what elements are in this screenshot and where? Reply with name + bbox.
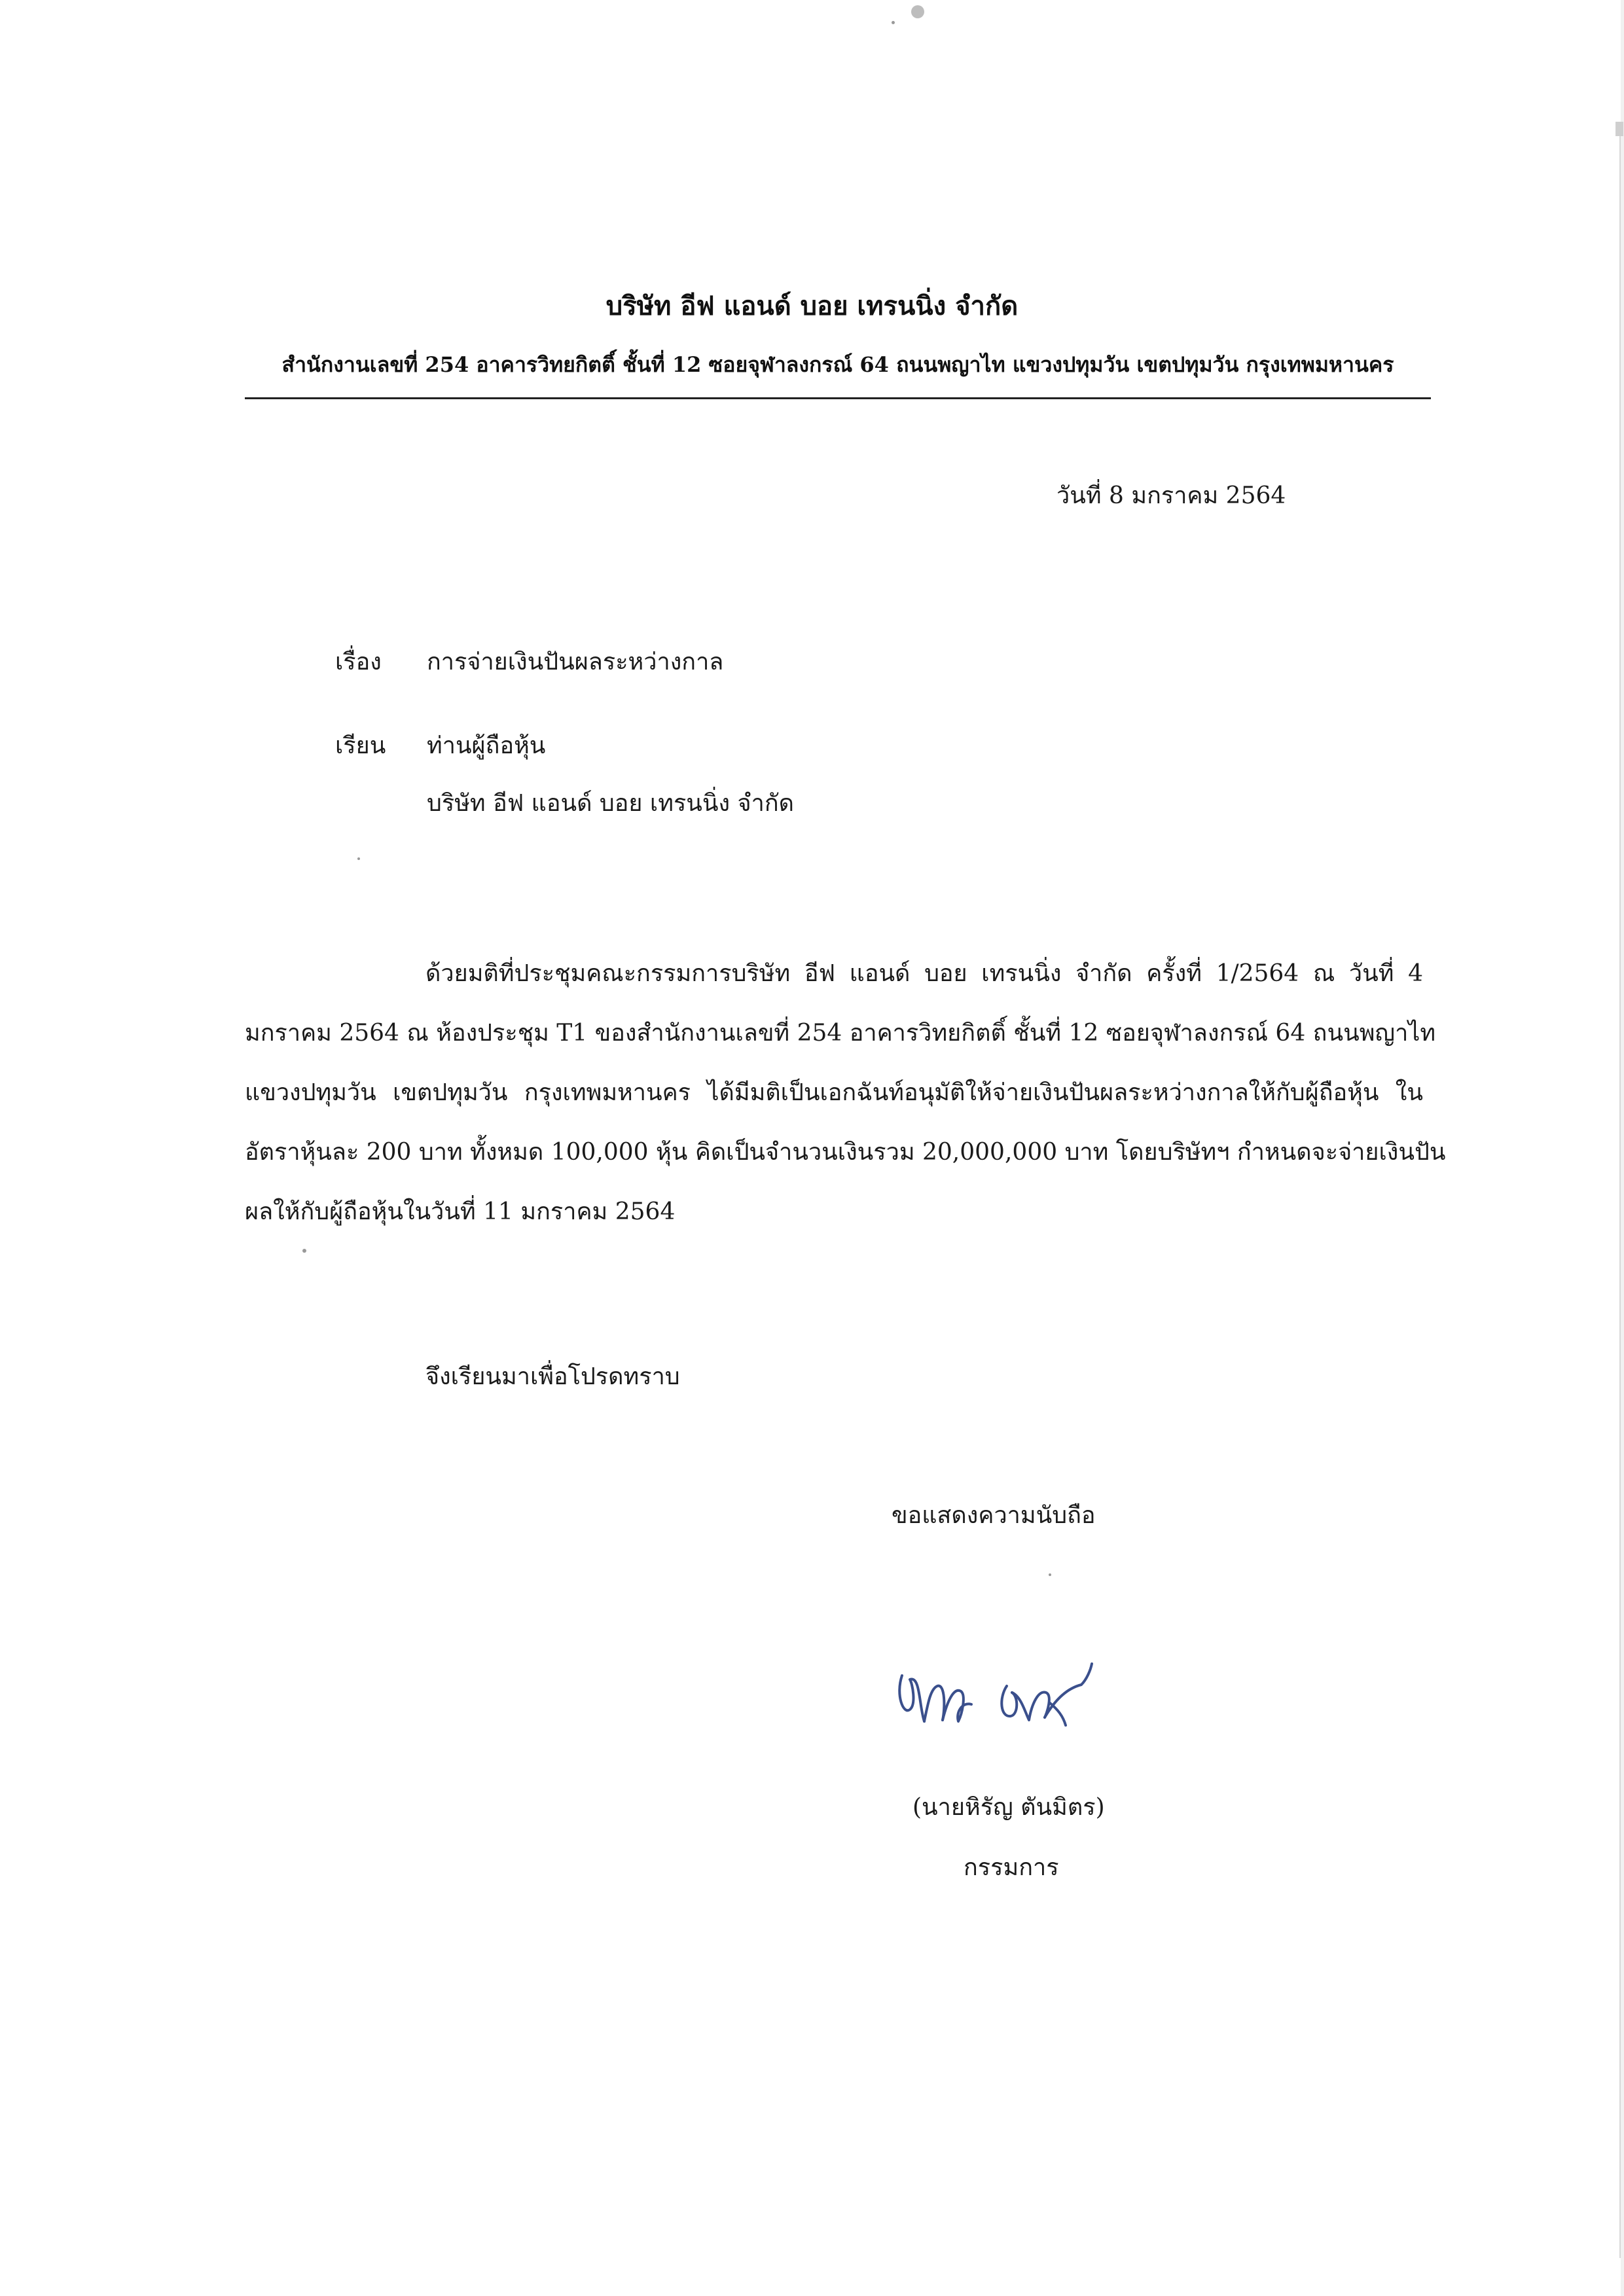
scan-speck xyxy=(911,5,924,18)
body-line-5: ผลให้กับผู้ถือหุ้นในวันที่ 11 มกราคม 2564 xyxy=(245,1198,676,1225)
scan-speck xyxy=(1049,1573,1051,1576)
company-name: บริษัท อีฟ แอนด์ บอย เทรนนิ่ง จำกัด xyxy=(605,291,1019,321)
body-line-2: มกราคม 2564 ณ ห้องประชุม T1 ของสำนักงานเลขที่ 254 อาคารวิทยกิตติ์ ชั้นที่ 12 ซอยจุฬาลงกรณ์ 64 ถนนพญาไท xyxy=(245,1020,1436,1047)
recipient-line-1: ท่านผู้ถือหุ้น xyxy=(427,732,546,759)
scan-speck xyxy=(302,1249,306,1253)
signer-name: (นายหิรัญ ตันมิตร) xyxy=(912,1794,1105,1821)
recipient-line-2: บริษัท อีฟ แอนด์ บอย เทรนนิ่ง จำกัด xyxy=(427,790,795,817)
body-line-3: แขวงปทุมวัน เขตปทุมวัน กรุงเทพมหานคร ได้มีมติเป็นเอกฉันท์อนุมัติให้จ่ายเงินปันผลระหว่างกาลให้กับผู้ถือหุ้น ใน xyxy=(245,1079,1423,1106)
closing-line: จึงเรียนมาเพื่อโปรดทราบ xyxy=(425,1363,680,1390)
recipient-label: เรียน xyxy=(335,732,386,759)
scan-edge-shadow xyxy=(1621,0,1624,2296)
handwritten-signature xyxy=(890,1649,1106,1741)
subject-label: เรื่อง xyxy=(335,649,382,675)
signer-title: กรรมการ xyxy=(964,1854,1059,1881)
subject-text: การจ่ายเงินปันผลระหว่างกาล xyxy=(427,649,724,675)
scan-edge-line xyxy=(1619,124,1621,2258)
body-line-4: อัตราหุ้นละ 200 บาท ทั้งหมด 100,000 หุ้น คิดเป็นจำนวนเงินรวม 20,000,000 บาท โดยบริษัทฯ กำหนดจะจ่ายเงินปัน xyxy=(245,1139,1446,1166)
scan-speck xyxy=(357,857,360,860)
company-address: สำนักงานเลขที่ 254 อาคารวิทยกิตติ์ ชั้นที่ 12 ซอยจุฬาลงกรณ์ 64 ถนนพญาไท แขวงปทุมวัน เขตปทุมวัน กรุงเทพมหานคร xyxy=(281,352,1394,377)
regards-line: ขอแสดงความนับถือ xyxy=(892,1502,1096,1529)
scan-speck xyxy=(892,21,895,24)
scan-corner-mark xyxy=(1615,122,1623,136)
body-line-1: ด้วยมติที่ประชุมคณะกรรมการบริษัท อีฟ แอนด์ บอย เทรนนิ่ง จำกัด ครั้งที่ 1/2564 ณ วันที่ 4 xyxy=(425,960,1423,987)
letter-date: วันที่ 8 มกราคม 2564 xyxy=(1056,482,1286,509)
header-divider xyxy=(245,397,1431,399)
